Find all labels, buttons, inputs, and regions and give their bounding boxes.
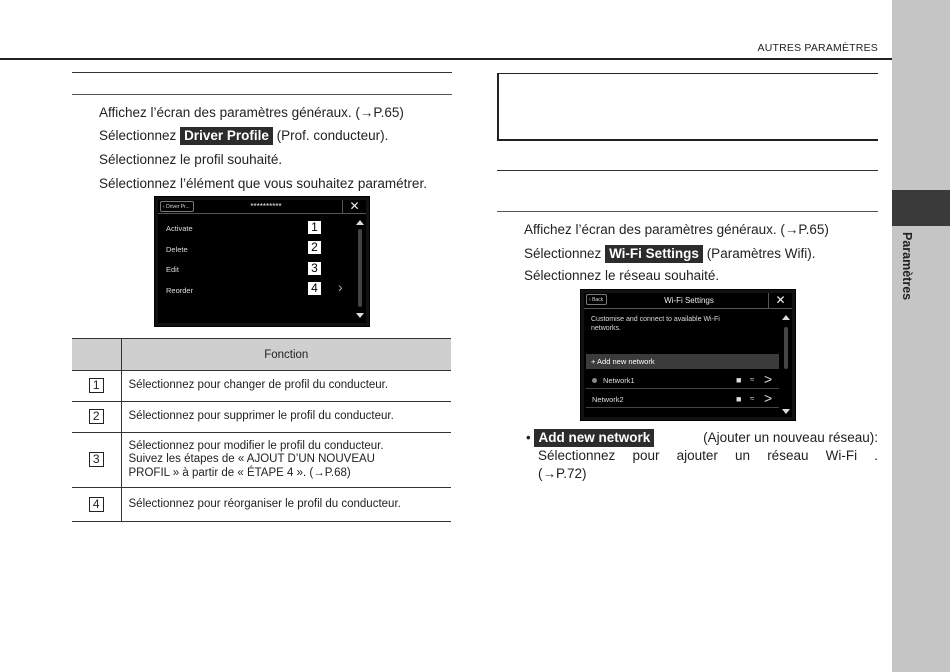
scroll-track[interactable] (358, 229, 362, 307)
table-header-blank (72, 339, 121, 371)
scroll-down-icon[interactable] (782, 409, 790, 414)
back-button[interactable]: ‹ Back (586, 294, 607, 305)
scroll-down-icon[interactable] (356, 313, 364, 318)
menu-item-reorder[interactable]: Reorder (166, 286, 194, 295)
scroll-track[interactable] (784, 327, 788, 369)
right-heading-box (497, 73, 878, 141)
screen-titlebar (158, 200, 366, 214)
section-header: AUTRES PARAMÈTRES (757, 42, 878, 54)
row-number: 2 (89, 409, 104, 424)
wifi-settings-button[interactable]: Wi-Fi Settings (605, 245, 703, 263)
right-section-rule-top (497, 170, 878, 171)
lock-icon: ■ (736, 394, 742, 404)
network-row[interactable] (586, 372, 779, 389)
scrollbar[interactable] (356, 218, 364, 322)
right-step-2-suffix: (Paramètres Wifi). (702, 246, 816, 261)
left-section-rule-bottom (72, 94, 452, 95)
chevron-right-icon: › (338, 279, 343, 295)
right-step-2-prefix: Sélectionnez (524, 246, 606, 261)
add-network-note (526, 429, 878, 483)
left-step-3: Sélectionnez le profil souhaité. (99, 152, 283, 167)
add-new-network-button[interactable]: Add new network (534, 429, 654, 447)
scroll-up-icon[interactable] (356, 220, 364, 225)
menu-item-delete[interactable]: Delete (166, 245, 188, 254)
wifi-settings-screen (580, 289, 796, 421)
row-description: Sélectionnez pour supprimer le profil du conducteur. (121, 402, 451, 433)
network-name: Network2 (592, 395, 624, 404)
row-description-line: Sélectionnez pour modifier le profil du conducteur. (128, 439, 384, 452)
table-row (72, 402, 451, 433)
driver-profile-screen (154, 196, 370, 327)
row-description-line: Suivez les étapes de « AJOUT D’UN NOUVEAU (128, 453, 375, 466)
function-table (72, 338, 451, 522)
back-button[interactable]: ‹ Driver Pr... (160, 201, 194, 212)
table-row (72, 433, 451, 488)
note-text-1: (Ajouter un nouveau réseau): (703, 430, 878, 445)
profile-title: ********** (250, 202, 282, 211)
left-section-rule-top (72, 72, 452, 73)
side-tab-label: Paramètres (900, 232, 914, 301)
callout-1: 1 (307, 220, 322, 235)
wifi-signal-icon: ≈ (750, 394, 755, 403)
add-network-label: + Add new network (591, 357, 655, 366)
close-icon[interactable]: ✕ (342, 200, 366, 214)
menu-item-activate[interactable]: Activate (166, 224, 193, 233)
table-row (72, 371, 451, 402)
add-network-row[interactable] (586, 354, 779, 369)
wifi-description (591, 315, 720, 333)
left-step-2-suffix: (Prof. conducteur). (272, 128, 389, 143)
row-description (121, 433, 451, 488)
row-number: 3 (89, 452, 104, 467)
network-row[interactable] (586, 391, 779, 408)
note-line-1 (526, 429, 878, 447)
right-section-rule-bottom (497, 211, 878, 212)
callout-3: 3 (307, 261, 322, 276)
wifi-description-line: Customise and connect to available Wi-Fi (591, 316, 720, 323)
callout-4: 4 (307, 281, 322, 296)
driver-profile-button[interactable]: Driver Profile (180, 127, 273, 145)
scrollbar[interactable] (782, 313, 790, 417)
side-tab-strip (892, 0, 950, 672)
row-description: Sélectionnez pour changer de profil du conducteur. (121, 371, 451, 402)
callout-2: 2 (307, 240, 322, 255)
note-text-3: (→P.72) (538, 466, 587, 481)
right-step-2 (524, 245, 815, 263)
lock-icon: ■ (736, 375, 742, 385)
left-step-2-prefix: Sélectionnez (99, 128, 181, 143)
wifi-description-line: networks. (591, 325, 621, 332)
chevron-right-icon: > (764, 390, 773, 406)
screen-titlebar (584, 293, 792, 309)
header-rule (0, 58, 892, 60)
scroll-up-icon[interactable] (782, 315, 790, 320)
wifi-signal-icon: ≈ (750, 375, 755, 384)
back-label: Back (592, 297, 604, 303)
row-description-line: PROFIL » à partir de « ÉTAPE 4 ». (→P.68) (128, 466, 351, 479)
note-text-2: Sélectionnez pour ajouter un réseau Wi-Fi . (538, 448, 878, 463)
table-header-fonction: Fonction (121, 339, 451, 371)
row-number: 1 (89, 378, 104, 393)
table-header-row (72, 339, 451, 371)
wifi-title: Wi-Fi Settings (664, 296, 714, 305)
row-number: 4 (89, 497, 104, 512)
side-tab-active-marker (892, 190, 950, 226)
menu-item-edit[interactable]: Edit (166, 265, 179, 274)
table-row (72, 488, 451, 522)
row-description: Sélectionnez pour réorganiser le profil du conducteur. (121, 488, 451, 522)
note-lead: • Add new network (526, 429, 654, 447)
back-label: Driver Pr... (166, 204, 190, 210)
right-step-3: Sélectionnez le réseau souhaité. (524, 268, 720, 283)
close-icon[interactable]: ✕ (768, 293, 792, 309)
network-name: Network1 (603, 376, 635, 385)
chevron-right-icon: > (764, 371, 773, 387)
right-step-1: Affichez l’écran des paramètres généraux. (→P.65) (524, 222, 829, 237)
left-step-4: Sélectionnez l’élément que vous souhaitez paramétrer. (99, 176, 427, 191)
connected-dot-icon (592, 378, 597, 383)
left-step-1: Affichez l’écran des paramètres généraux. (→P.65) (99, 105, 404, 120)
left-step-2 (99, 127, 388, 145)
